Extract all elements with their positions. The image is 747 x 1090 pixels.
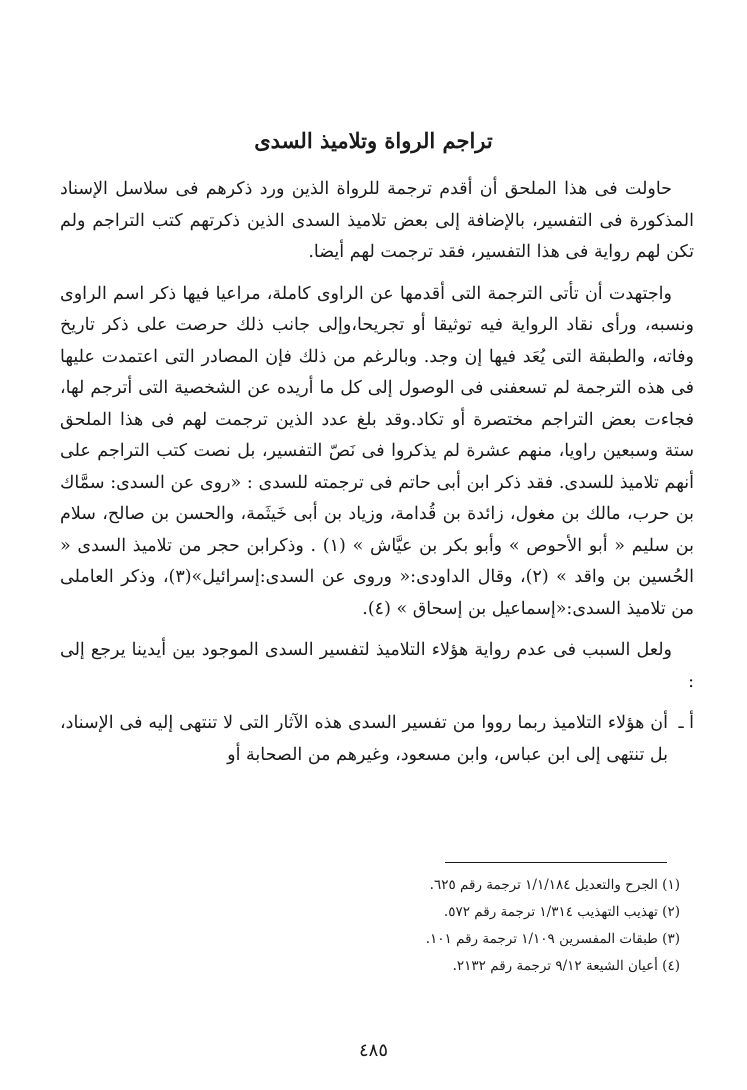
page-title: تراجم الرواة وتلاميذ السدى bbox=[254, 128, 493, 153]
footnote-4: (٤) أعيان الشيعة ٩/١٢ ترجمة رقم ٢١٣٢. bbox=[452, 958, 680, 974]
footnote-divider bbox=[445, 862, 667, 863]
footnote-1: (١) الجرح والتعديل ١/١/١٨٤ ترجمة رقم ٦٢٥. bbox=[429, 877, 680, 893]
list-item-alif bbox=[60, 708, 694, 771]
paragraph-3: ولعل السبب فى عدم رواية هؤلاء التلاميذ لتفسير السدى الموجود بين أيدينا يرجع إلى : bbox=[60, 640, 694, 692]
footnote-3: (٣) طبقات المفسرين ١/١٠٩ ترجمة رقم ١٠١. bbox=[425, 931, 680, 947]
paragraph-1: حاولت فى هذا الملحق أن أقدم ترجمة للرواة الذين ورد ذكرهم فى سلاسل الإسناد المذكورة فى التفسير، بالإضافة إلى بعض تلاميذ السدى الذين ذكرتهم كتب التراجم ولم تكن لهم رواية فى هذا التفسير، فقد ترجمت لهم أيضا. bbox=[60, 179, 694, 262]
list-item-text: أن هؤلاء التلاميذ ربما رووا من تفسير السدى هذه الآثار التى لا تنتهى إليه فى الإسناد، بل تنتهى إلى ابن عباس، وابن مسعود، وغيرهم من الصحابة أو bbox=[60, 713, 668, 765]
paragraph-2: واجتهدت أن تأتى الترجمة التى أقدمها عن الراوى كاملة، مراعيا فيها ذكر اسم الراوى ونسبه، ورأى نقاد الرواية فيه توثيقا أو تجريحا،وإلى جانب ذلك حرصت على ذكر تاريخ وفاته، والطبقة التى يُعَد فيها إن وجد. وبالرغم من ذلك فإن المصادر التى اعتمدت عليها فى هذه الترجمة لم تسعفنى فى الوصول إلى كل ما أريده عن الشخصية التى أترجم لها، فجاءت بعض التراجم مختصرة أو تكاد.وقد بلغ عدد الذين ترجمت لهم فى هذا الملحق ستة وسبعين راويا، منهم عشرة لم يذكروا فى نَصّ التفسير، بل نصت كتب التراجم على أنهم تلاميذ للسدى. فقد ذكر ابن أبى حاتم فى ترجمته للسدى : «روى عن السدى: سمَّاك بن حرب، مالك بن مغول، زائدة بن قُدامة، وزياد بن أبى خَيثَمة، والحسن بن صالح، سلام بن سليم « أبو الأحوص » وأبو بكر بن عيَّاش » (١) . وذكرابن حجر من تلاميذ السدى « الحُسين بن واقد » (٢)، وقال الداودى:« وروى عن السدى:إسرائيل»(٣)، وذكر العاملى من تلاميذ السدى:«إسماعيل بن إسحاق » (٤). bbox=[60, 283, 694, 619]
footnotes bbox=[60, 872, 680, 980]
page-number: ٤٨٥ bbox=[358, 1040, 388, 1061]
list-item-marker: أ ـ bbox=[678, 713, 694, 733]
body-text bbox=[60, 174, 694, 771]
footnote-2: (٢) تهذيب التهذيب ١/٣١٤ ترجمة رقم ٥٧٢. bbox=[443, 904, 680, 920]
